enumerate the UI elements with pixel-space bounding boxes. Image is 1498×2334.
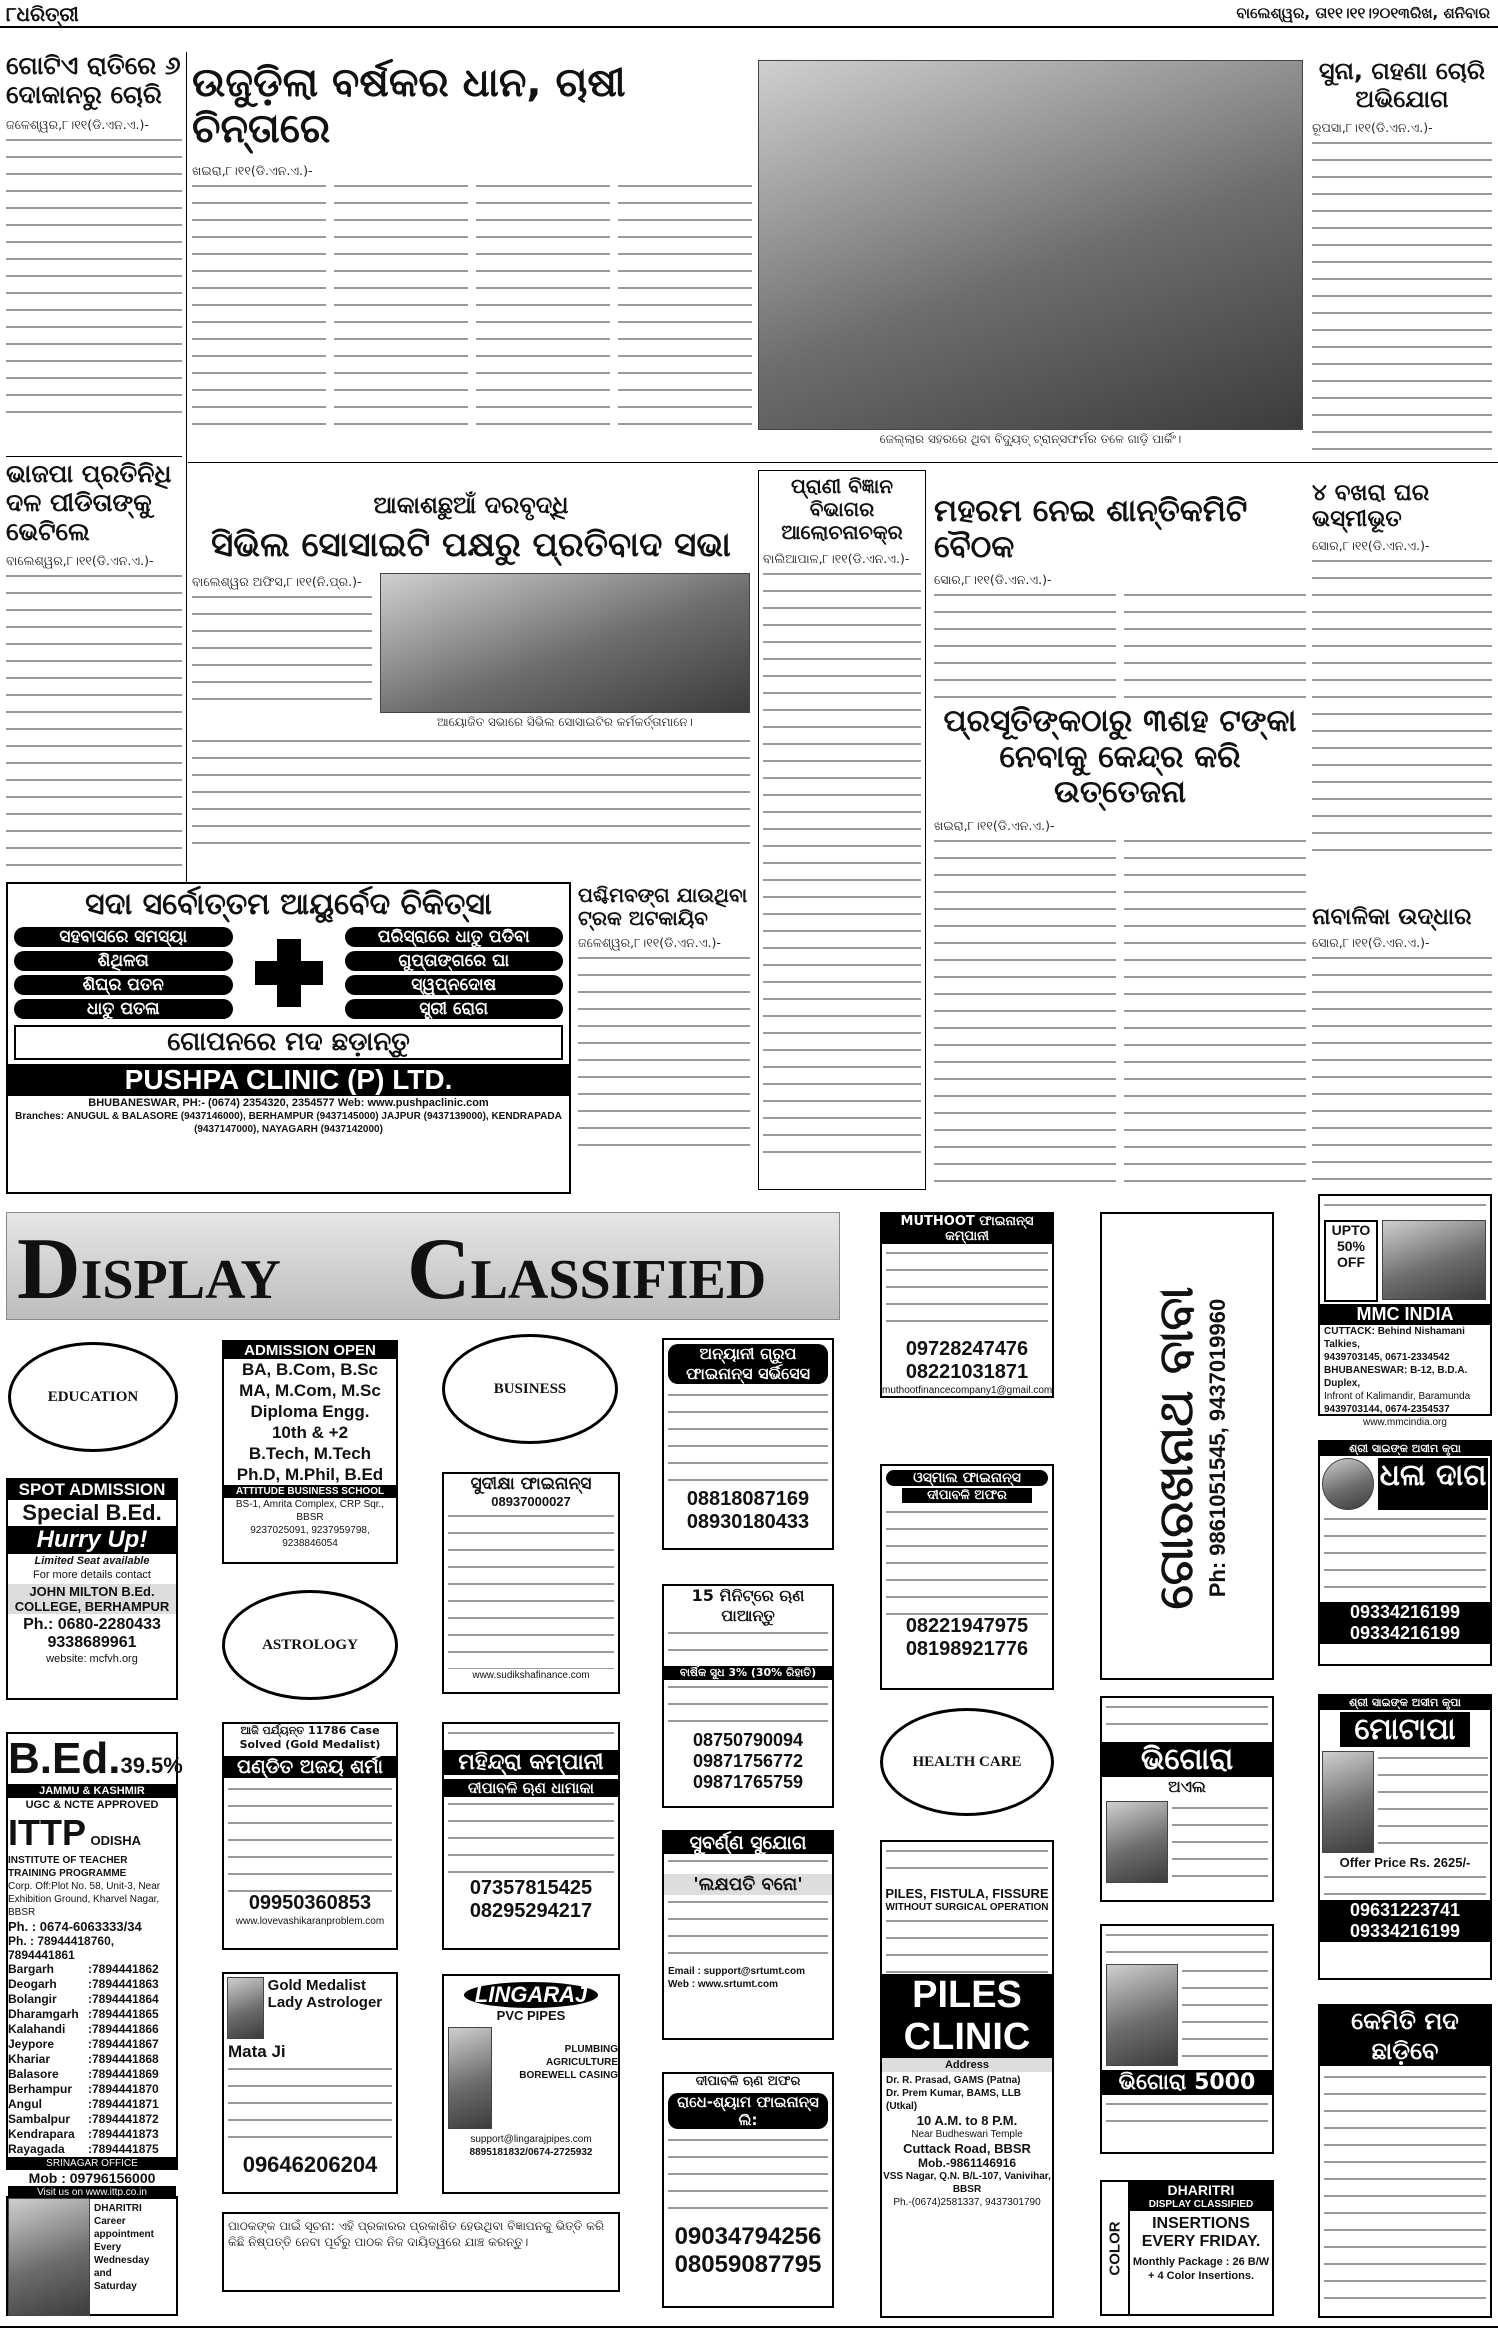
ad-title: ଭିଗୋରା 5000 xyxy=(1102,2070,1272,2095)
branch-row xyxy=(8,2097,176,2112)
ad-phone: 08221947975 xyxy=(905,1615,1029,1637)
ad-subtitle: DISPLAY CLASSIFIED xyxy=(1130,2198,1272,2211)
ad-phone: 08818087169 xyxy=(686,1488,810,1510)
ad-title: କେମିତି ମଦ ଛାଡ଼ିବେ xyxy=(1320,2006,1490,2066)
branch-phone: :7894441863 xyxy=(88,1977,159,1991)
branch-phone: :7894441865 xyxy=(88,2007,159,2021)
branch-row xyxy=(8,2007,176,2022)
branch-row xyxy=(8,1962,176,1977)
branch-row xyxy=(8,2112,176,2127)
ad-item: ପରିସ୍ରାରେ ଧାତୁ ପଡିବା xyxy=(345,927,564,947)
story-dateline: ଜଳେଶ୍ୱର,୮।୧୧(ଡି.ଏନ.ଏ.)- xyxy=(6,116,149,132)
lead-headline: ଉଜୁଡ଼ିଲା ବର୍ଷକର ଧାନ, ଚାଷୀ ଚିନ୍ତାରେ xyxy=(192,60,626,152)
headline: ୪ ବଖରା ଘର ଭସ୍ମୀଭୂତ xyxy=(1312,480,1430,533)
ad-email: muthootfinancecompany1@gmail.com xyxy=(882,1385,1053,1396)
divider xyxy=(6,456,182,457)
branch-city: Deogarh xyxy=(8,1977,57,1991)
astrology-emblem xyxy=(222,1590,398,1700)
ad-address: Corp. Off:Plot No. 58, Unit-3, Near Exhibition Ground, Kharvel Nagar, BBSR xyxy=(8,1881,161,1918)
branch-city: Bargarh xyxy=(8,1962,55,1976)
ad-email: Email : support@srtumt.com xyxy=(668,1966,805,1977)
ad-title: ଭିଗୋରା xyxy=(1102,1742,1272,1777)
story-body xyxy=(6,569,182,869)
headline: ସିଭିଲ ସୋସାଇଟି ପକ୍ଷରୁ ପ୍ରତିବାଦ ସଭା xyxy=(211,524,731,565)
ad-web: www.mmcindia.org xyxy=(1363,1417,1447,1428)
ad-doctor: Dr. R. Prasad, GAMS (Patna) xyxy=(886,2075,1021,2086)
column-rule xyxy=(186,52,187,882)
ad-text: ଶ୍ରୀ ସାଇଙ୍କ ଅସୀମ କୃପା xyxy=(1320,1442,1490,1456)
ad-phone: 08930180433 xyxy=(686,1511,810,1533)
story-paddy-farmers xyxy=(192,60,752,480)
story-trucks xyxy=(578,884,750,1204)
ad-text: SRINAGAR OFFICE xyxy=(8,2157,176,2170)
branch-city: Jeypore xyxy=(8,2037,55,2051)
ad-text: UGC & NCTE APPROVED xyxy=(25,1799,159,1811)
ad-item: ଶିଥିଳତା xyxy=(14,951,233,971)
ad-phone: 08198921776 xyxy=(905,1638,1029,1660)
story-peace-committee xyxy=(934,494,1306,694)
branch-phone: :7894441862 xyxy=(88,1962,159,1976)
ad-subtitle: ଦୀପାବଳି ଅଫର xyxy=(902,1488,1032,1503)
education-emblem xyxy=(8,1342,178,1452)
branch-row xyxy=(8,1977,176,1992)
ad-item: ଶିଘ୍ର ପତନ xyxy=(14,975,233,995)
ad-text: INSERTIONS EVERY FRIDAY. xyxy=(1141,2215,1261,2250)
ad-item: ସହବାସରେ ସମସ୍ୟା xyxy=(14,927,233,947)
career-line: DHARITRI xyxy=(94,2203,142,2214)
ad-college: JOHN MILTON B.Ed. COLLEGE, BERHAMPUR xyxy=(8,1584,176,1614)
branch-city: Rayagada xyxy=(8,2142,65,2156)
ad-dharitri-display xyxy=(1100,2180,1274,2316)
ad-dharitri-career xyxy=(6,2196,178,2316)
course-item: Ph.D, M.Phil, B.Ed xyxy=(236,1465,384,1484)
branch-city: Angul xyxy=(8,2097,42,2111)
ad-phone: Ph: 9861051545, 9437019960 xyxy=(1204,1298,1230,1598)
story-shop-theft xyxy=(6,52,182,454)
ad-percent: 39.5% xyxy=(120,1753,183,1778)
news-photo-meeting xyxy=(380,573,750,713)
career-line: and xyxy=(94,2268,112,2279)
story-body xyxy=(1312,136,1492,456)
headline: ସୁନା, ଗହଣା ଚୋରି ଅଭିଯୋଗ xyxy=(1318,57,1486,113)
branch-phone: :7894441867 xyxy=(88,2037,159,2051)
ad-phone: 09646206204 xyxy=(242,2152,378,2177)
ad-title: MMC INDIA xyxy=(1320,1304,1490,1325)
ad-subtitle: PVC PIPES xyxy=(496,2008,566,2023)
ad-pushpa-clinic xyxy=(6,882,571,1194)
banner-word: ISPLAY xyxy=(80,1249,281,1311)
ad-phone: 07357815425 xyxy=(469,1877,593,1899)
ad-phone: Mob.-9861146916 xyxy=(917,2156,1017,2170)
story-dateline: ବାଲିଆପାଳ,୮।୧୧(ଡି.ଏନ.ଏ.)- xyxy=(763,551,910,566)
ad-title: ଦୀପାବଳି ଋଣ ଅଫର xyxy=(695,2074,801,2089)
ad-title: PILES xyxy=(882,1974,1052,2016)
ad-item: ସ୍ତ୍ରୀ ରୋଗ xyxy=(345,999,564,1019)
ad-sudiksha-finance xyxy=(442,1472,620,1694)
ad-title: ମୋଟାପା xyxy=(1340,1712,1470,1747)
health-care-emblem xyxy=(880,1708,1054,1816)
ad-phone: Ph.-(0674)2581337, 9437301790 xyxy=(893,2197,1041,2208)
ad-side-label: COLOR xyxy=(1106,2220,1124,2276)
ad-phone: 9439703144, 0674-2354537 xyxy=(1324,1404,1450,1415)
ad-text: ODISHA xyxy=(90,1833,142,1848)
display-classified-banner xyxy=(6,1212,840,1320)
branch-row xyxy=(8,2037,176,2052)
branch-phone: :7894441866 xyxy=(88,2022,159,2036)
ad-web: Web : www.srtumt.com xyxy=(668,1979,779,1990)
branch-row xyxy=(8,2127,176,2142)
story-dateline: ରୂପସା,୮।୧୧(ଡି.ଏନ.ଏ.)- xyxy=(1312,120,1433,136)
story-dateline: ବାଲେଶ୍ୱର ଅଫିସ,୮।୧୧(ନି.ପ୍ର.)- xyxy=(192,573,362,589)
ad-phone: 09871756772 xyxy=(692,1751,804,1771)
cross-icon xyxy=(239,927,339,1019)
story-house-fire xyxy=(1312,480,1492,900)
headline: ପ୍ରସୂତିଙ୍କଠାରୁ ୩ଶହ ଟଙ୍କା ନେବାକୁ କେନ୍ଦ୍ର କରି ଉତ୍ତେଜନା xyxy=(943,703,1297,811)
ad-photo xyxy=(1322,1458,1374,1510)
emblem-label: EDUCATION xyxy=(47,1388,139,1405)
headline: ପଶ୍ଚିମବଙ୍ଗ ଯାଉଥିବା ଟ୍ରକ ଅଟକାୟିବ xyxy=(578,883,748,930)
ad-title: ଓସ୍‌ମାଲ ଫାଇନାନ୍ସ xyxy=(886,1470,1048,1486)
career-line: Wednesday xyxy=(94,2255,150,2266)
ad-doctor: Dr. Prem Kumar, BAMS, LLB (Utkal) xyxy=(886,2088,1022,2112)
divider xyxy=(188,462,1498,463)
headline: ନାବାଳିକା ଉଦ୍ଧାର xyxy=(1312,904,1472,930)
ad-title: 15 ମିନିଟ୍‌ରେ ଋଣ ପାଆନ୍ତୁ xyxy=(691,1586,805,1625)
ad-title: SPOT ADMISSION xyxy=(8,1480,176,1500)
footer-rule xyxy=(0,2326,1498,2328)
branch-city: Sambalpur xyxy=(8,2112,71,2126)
course-item: BA, B.Com, B.Sc xyxy=(241,1360,379,1379)
story-delivery-money xyxy=(934,704,1306,1209)
ad-subtitle: ଅଏଲ xyxy=(1168,1777,1206,1796)
branch-city: Khariar xyxy=(8,2052,51,2066)
ad-timing: 10 A.M. to 8 P.M. xyxy=(916,2113,1018,2128)
ad-subtitle: 'ଲକ୍ଷପତି ବନୋ' xyxy=(664,1874,832,1895)
kicker: ଆକାଶଛୁଆଁ ଦରବୃଦ୍ଧି xyxy=(373,491,569,519)
ad-phone: 08059087795 xyxy=(674,2251,822,2278)
ad-mahindra xyxy=(442,1722,620,1950)
ad-motapa xyxy=(1318,1694,1492,1980)
ad-lingaraj-pipes xyxy=(442,1974,620,2194)
ad-photo xyxy=(8,2198,90,2316)
ad-deepavali-loan xyxy=(662,2072,834,2308)
photo-caption: ଜେଲ୍ଲାର ସହରରେ ଥିବା ବିଦ୍ୟୁତ୍ ଟ୍ରାନ୍ସଫର୍ମର ତଳେ ଗାଡ଼ି ପାର୍କିଂ। xyxy=(879,432,1182,446)
branch-city: Berhampur xyxy=(8,2082,73,2096)
ad-text: ଶ୍ରୀ ସାଇଙ୍କ ଅସୀମ କୃପା xyxy=(1320,1696,1490,1710)
story-dateline: ସୋର,୮।୧୧(ଡି.ଏନ.ଏ.)- xyxy=(1312,537,1430,553)
ad-title: ସୁଦୀକ୍ଷା ଫାଇନାନ୍ସ xyxy=(470,1474,592,1494)
ad-text: PLUMBING AGRICULTURE BOREWELL CASING xyxy=(519,2044,618,2081)
ad-photo xyxy=(1382,1220,1486,1300)
ad-address: CUTTACK: Behind Nishamani Talkies, xyxy=(1324,1326,1465,1350)
ad-admission-open xyxy=(222,1340,398,1564)
story-civil-society xyxy=(192,492,750,882)
branch-row xyxy=(8,2067,176,2082)
branch-city: Dharamgarh xyxy=(8,2007,79,2021)
ad-title: ADMISSION OPEN xyxy=(224,1342,396,1359)
ad-item: ଧାତୁ ପତଳା xyxy=(14,999,233,1019)
branch-city: Bolangir xyxy=(8,1992,57,2006)
ad-title: ଧଳା ଦାଗ xyxy=(1378,1458,1488,1510)
emblem-label: ASTROLOGY xyxy=(262,1636,358,1653)
ad-rate: ବାର୍ଷିକ ସୁଧ 3% (30% ରିହାତି) xyxy=(664,1666,832,1680)
ad-title: LINGARAJ xyxy=(464,1982,598,2008)
product-image xyxy=(1106,1964,1178,2066)
ad-title: Gold Medalist Lady Astrologer xyxy=(267,1977,383,2011)
ad-title: ମହିନ୍ଦ୍ରା କମ୍ପାନୀ xyxy=(444,1750,618,1775)
ad-title: MUTHOOT ଫାଇନାନ୍ସ କମ୍ପାନୀ xyxy=(882,1214,1052,1244)
ad-address: BS-1, Amrita Complex, CRP Sqr., BBSR xyxy=(235,1499,385,1523)
branch-city: Kalahandi xyxy=(8,2022,66,2036)
ad-title: ସଦା ସର୍ବୋତ୍ତମ ଆୟୁର୍ବେଦ ଚିକିତ୍ସା xyxy=(85,887,492,922)
career-line: Saturday xyxy=(94,2281,137,2292)
ad-title: DHARITRI xyxy=(1130,2182,1272,2198)
ad-phone: 8895181832/0674-2725932 xyxy=(469,2147,593,2158)
ad-phone: 08221031871 xyxy=(905,1361,1029,1383)
branch-city: Balasore xyxy=(8,2067,59,2081)
ad-text: WITHOUT SURGICAL OPERATION xyxy=(885,1902,1049,1913)
pipes-image xyxy=(448,2027,492,2129)
ad-address: VSS Nagar, Q.N. B/L-107, Vanivihar, BBSR xyxy=(883,2171,1051,2195)
ad-photo xyxy=(227,1977,264,2039)
headline: ଗୋଟିଏ ରାତିରେ ୬ ଦୋକାନରୁ ଚୋରି xyxy=(6,51,181,109)
ad-title: B.Ed. xyxy=(8,1734,121,1783)
branch-phone: :7894441872 xyxy=(88,2112,159,2126)
ad-name: ATTITUDE BUSINESS SCHOOL xyxy=(224,1485,396,1498)
ad-muthoot-finance xyxy=(880,1212,1054,1398)
branch-phone: :7894441875 xyxy=(88,2142,159,2156)
ad-phone: 08937000027 xyxy=(491,1494,571,1509)
ad-address: Near Budheswari Temple xyxy=(911,2129,1023,2140)
ad-text xyxy=(90,2198,158,2314)
ad-vigora-5000 xyxy=(1100,1924,1274,2154)
ad-kemiti-mada xyxy=(1318,2004,1492,2318)
ad-phone: Ph. : 0674-6063333/34 xyxy=(8,1919,142,1934)
banner-letter: C xyxy=(407,1221,471,1318)
course-item: MA, M.Com, M.Sc xyxy=(239,1381,381,1400)
story-dateline: ଜଳେଶ୍ୱର,୮।୧୧(ଡି.ଏନ.ଏ.)- xyxy=(578,935,721,950)
ad-address: Infront of Kalimandir, Baramunda xyxy=(1324,1391,1471,1402)
ad-dhala-daga xyxy=(1318,1440,1492,1666)
branch-row xyxy=(8,2082,176,2097)
story-zoology xyxy=(758,470,926,1190)
course-item: Diploma Engg. xyxy=(250,1402,370,1421)
ad-name: Mata Ji xyxy=(228,2042,286,2061)
photo-caption: ଆୟୋଜିତ ସଭାରେ ସିଭିଲ ସୋସାଇଟିର କର୍ମକର୍ତ୍ତାମାନେ। xyxy=(437,714,693,729)
branch-row xyxy=(8,2052,176,2067)
story-dateline: ଖଇରା,୮।୧୧(ଡି.ଏନ.ଏ.)- xyxy=(192,163,313,178)
ad-name: ପଣ୍ଡିତ ଅଜୟ ଶର୍ମା xyxy=(224,1756,396,1778)
ad-phone: Ph.: 0680-2280433 xyxy=(23,1616,161,1633)
ad-phone: 08750790094 xyxy=(692,1730,804,1750)
ad-osmal-finance xyxy=(880,1464,1054,1690)
ad-phone: 9237025091, 9237959798, 9238846054 xyxy=(250,1525,370,1549)
story-body xyxy=(192,179,752,439)
ad-name: ଗୋରଖନାଥ ବାବା xyxy=(1147,1286,1204,1610)
branch-row xyxy=(8,2022,176,2037)
ad-anyani-group xyxy=(662,1338,834,1550)
story-gold-theft xyxy=(1312,58,1492,478)
story-body xyxy=(6,133,182,423)
ad-item: ସ୍ୱପ୍ନଦୋଷ xyxy=(345,975,564,995)
ad-subtitle: ଦୀପାବଳି ଋଣ ଧାମାକା xyxy=(444,1779,618,1797)
ad-text: ଆଜି ପର୍ଯ୍ୟନ୍ତ 11786 Case Solved (Gold Medalist) xyxy=(239,1724,381,1751)
ad-mmc-india xyxy=(1318,1194,1492,1428)
ad-phone: 08295294217 xyxy=(469,1900,593,1922)
ad-pandit-ajay xyxy=(222,1722,398,1950)
course-item: B.Tech, M.Tech xyxy=(248,1444,372,1463)
branch-phone: :7894441869 xyxy=(88,2067,159,2081)
branch-phone: :7894441868 xyxy=(88,2052,159,2066)
story-dateline: ଖଇରା,୮।୧୧(ଡି.ଏନ.ଏ.)- xyxy=(934,817,1055,833)
ad-phone: 09034794256 xyxy=(674,2223,822,2250)
ad-phone: 09334216199 xyxy=(1320,1623,1490,1644)
news-photo-transformer xyxy=(758,60,1303,430)
ad-web: website: mcfvh.org xyxy=(46,1653,138,1665)
story-dateline: ସୋର,୮।୧୧(ଡି.ଏନ.ଏ.)- xyxy=(934,572,1052,588)
ad-course-list xyxy=(224,1359,396,1485)
ad-phone: 09950360853 xyxy=(248,1892,372,1914)
ad-vigora-oil xyxy=(1100,1696,1274,1902)
page-header xyxy=(0,0,1498,28)
ad-branches: Branches: ANUGUL & BALASORE (9437146000), BERHAMPUR (9437145000) JAJPUR (9437139000), KENDRAPADA (9437147000), NAYAGARH (9437142000) xyxy=(15,1110,562,1135)
ad-web: www.sudikshafinance.com xyxy=(472,1670,590,1681)
branch-phone: :7894441870 xyxy=(88,2082,159,2096)
ad-photo xyxy=(1322,1751,1374,1853)
ad-phone: 09334216199 xyxy=(1320,1921,1490,1942)
ad-offer: UPTO 50% OFF xyxy=(1324,1220,1378,1302)
ad-banner: ଗୋପନରେ ମଦ ଛଡ଼ାନ୍ତୁ xyxy=(14,1025,563,1060)
career-line: Career xyxy=(94,2216,126,2227)
readers-notice: ପାଠକଙ୍କ ପାଇଁ ସୂଚନା: ଏହି ପ୍ରକାରର ପ୍ରକାଶିତ ହେଉଥିବା ବିଜ୍ଞାପନକୁ ଭିତ୍ତି କରି କିଛି ନିଷ୍ପତ୍ତି ନେବା ପୂର୍ବରୁ ପାଠକ ନିଜ ଦାୟିତ୍ୱରେ ଯାଞ୍ଚ କରନ୍ତୁ। xyxy=(222,2212,620,2292)
branch-row xyxy=(8,2142,176,2157)
ad-spot-admission xyxy=(6,1478,178,1700)
story-dateline: ବାଲେଶ୍ୱର,୮।୧୧(ଡି.ଏନ.ଏ.)- xyxy=(6,553,154,569)
ad-title: CLINIC xyxy=(882,2016,1052,2058)
ad-suvarna-suyog xyxy=(662,1830,834,2040)
career-line: Every xyxy=(94,2242,122,2253)
ad-address: BHUBANESWAR: B-12, B.D.A. Duplex, xyxy=(1324,1365,1468,1389)
ad-text: PILES, FISTULA, FISSURE xyxy=(885,1886,1049,1901)
branch-phone: :7894441873 xyxy=(88,2127,159,2141)
ad-text: Monthly Package : 26 B/W + 4 Color Insertions. xyxy=(1132,2256,1270,2282)
branch-phone: :7894441871 xyxy=(88,2097,159,2111)
branch-phone: :7894441864 xyxy=(88,1992,159,2006)
branch-city: Kendrapara xyxy=(8,2127,75,2141)
ad-text: Limited Seat available xyxy=(34,1555,150,1567)
ad-text: Address xyxy=(882,2058,1052,2072)
emblem-label: BUSINESS xyxy=(493,1380,567,1397)
page-number: ୮ଧରିତ୍ରୀ xyxy=(6,2,79,26)
ad-phone: 09871765759 xyxy=(692,1772,804,1792)
emblem-label: HEALTH CARE xyxy=(912,1753,1022,1770)
ad-phone: 09631223741 xyxy=(1320,1900,1490,1921)
story-bjp-delegation xyxy=(6,460,182,862)
ad-text: INSTITUTE OF TEACHER TRAINING PROGRAMME xyxy=(8,1855,128,1879)
ad-contact: BHUBANESWAR, PH:- (0674) 2354320, 2354577 Web: www.pushpaclinic.com xyxy=(88,1096,489,1109)
ad-name: PUSHPA CLINIC (P) LTD. xyxy=(8,1064,569,1096)
ad-text: JAMMU & KASHMIR xyxy=(8,1784,176,1798)
ad-phone: 09728247476 xyxy=(905,1338,1029,1360)
ad-item: ଗୁପ୍ତାଙ୍ଗରେ ଘା xyxy=(345,951,564,971)
ad-title: ଅନ୍ୟାନୀ ଗ୍ରୁପ ଫାଇନାନ୍ସ ସର୍ଭିସେସ xyxy=(668,1344,828,1384)
ad-mata-ji xyxy=(222,1972,398,2194)
story-minor-rescue xyxy=(1312,904,1492,1204)
business-emblem xyxy=(442,1334,618,1444)
dateline: ବାଲେଶ୍ୱର, ତା୧୧।୧୧।୨୦୧୩ରିଖ, ଶନିବାର xyxy=(1236,4,1490,22)
ad-bed-ittp xyxy=(6,1732,183,2198)
headline: ପ୍ରାଣୀ ବିଜ୍ଞାନ ବିଭାଗର ଆଲୋଚନାଚକ୍ର xyxy=(781,474,903,544)
ad-gorakhnath-baba xyxy=(1100,1212,1274,1680)
ad-name: ITTP xyxy=(8,1812,86,1853)
ad-address: Cuttack Road, BBSR xyxy=(903,2141,1031,2156)
ad-15-minute-loan xyxy=(662,1584,834,1808)
ad-phone: 9439703145, 0671-2334542 xyxy=(1324,1352,1450,1363)
product-image xyxy=(1106,1801,1168,1883)
ad-subtitle: Special B.Ed. xyxy=(22,1500,162,1525)
story-dateline: ସୋର,୮।୧୧(ଡି.ଏନ.ଏ.)- xyxy=(1312,935,1430,951)
banner-word: LASSIFIED xyxy=(470,1249,767,1311)
ad-piles-clinic xyxy=(880,1840,1054,2318)
course-item: 10th & +2 xyxy=(271,1423,349,1442)
ad-phone: Mob : 09796156000 xyxy=(28,2170,156,2186)
headline: ଭାଜପା ପ୍ରତିନିଧି ଦଳ ପୀଡିତାଙ୍କୁ ଭେଟିଲେ xyxy=(6,459,172,546)
banner-letter: D xyxy=(17,1221,81,1318)
ad-branch-list xyxy=(8,1962,176,2157)
ad-text: For more details contact xyxy=(33,1569,151,1581)
ad-phone: 09334216199 xyxy=(1320,1602,1490,1623)
branch-row xyxy=(8,1992,176,2007)
ad-subtitle: ରାଧେ-ଶ୍ୟାମ ଫାଇନାନ୍ସ ଲି: xyxy=(668,2093,828,2129)
ad-web: www.lovevashikaranproblem.com xyxy=(235,1916,385,1927)
ad-web: Visit us on www.ittp.co.in xyxy=(8,2186,176,2199)
ad-email: support@lingarajpipes.com xyxy=(470,2134,592,2145)
ad-price: Offer Price Rs. 2625/- xyxy=(1339,1855,1471,1870)
career-line: appointment xyxy=(94,2229,154,2240)
ad-title: ସୁବର୍ଣ୍ଣ ସୁଯୋଗ xyxy=(664,1832,832,1854)
ad-phone: 9338689961 xyxy=(47,1634,137,1651)
ad-hurry: Hurry Up! xyxy=(8,1526,176,1554)
headline: ମହରମ ନେଇ ଶାନ୍ତିକମିଟି ବୈଠକ xyxy=(934,493,1248,565)
ad-phone: Ph. : 78944418760, 7894441861 xyxy=(8,1934,115,1962)
